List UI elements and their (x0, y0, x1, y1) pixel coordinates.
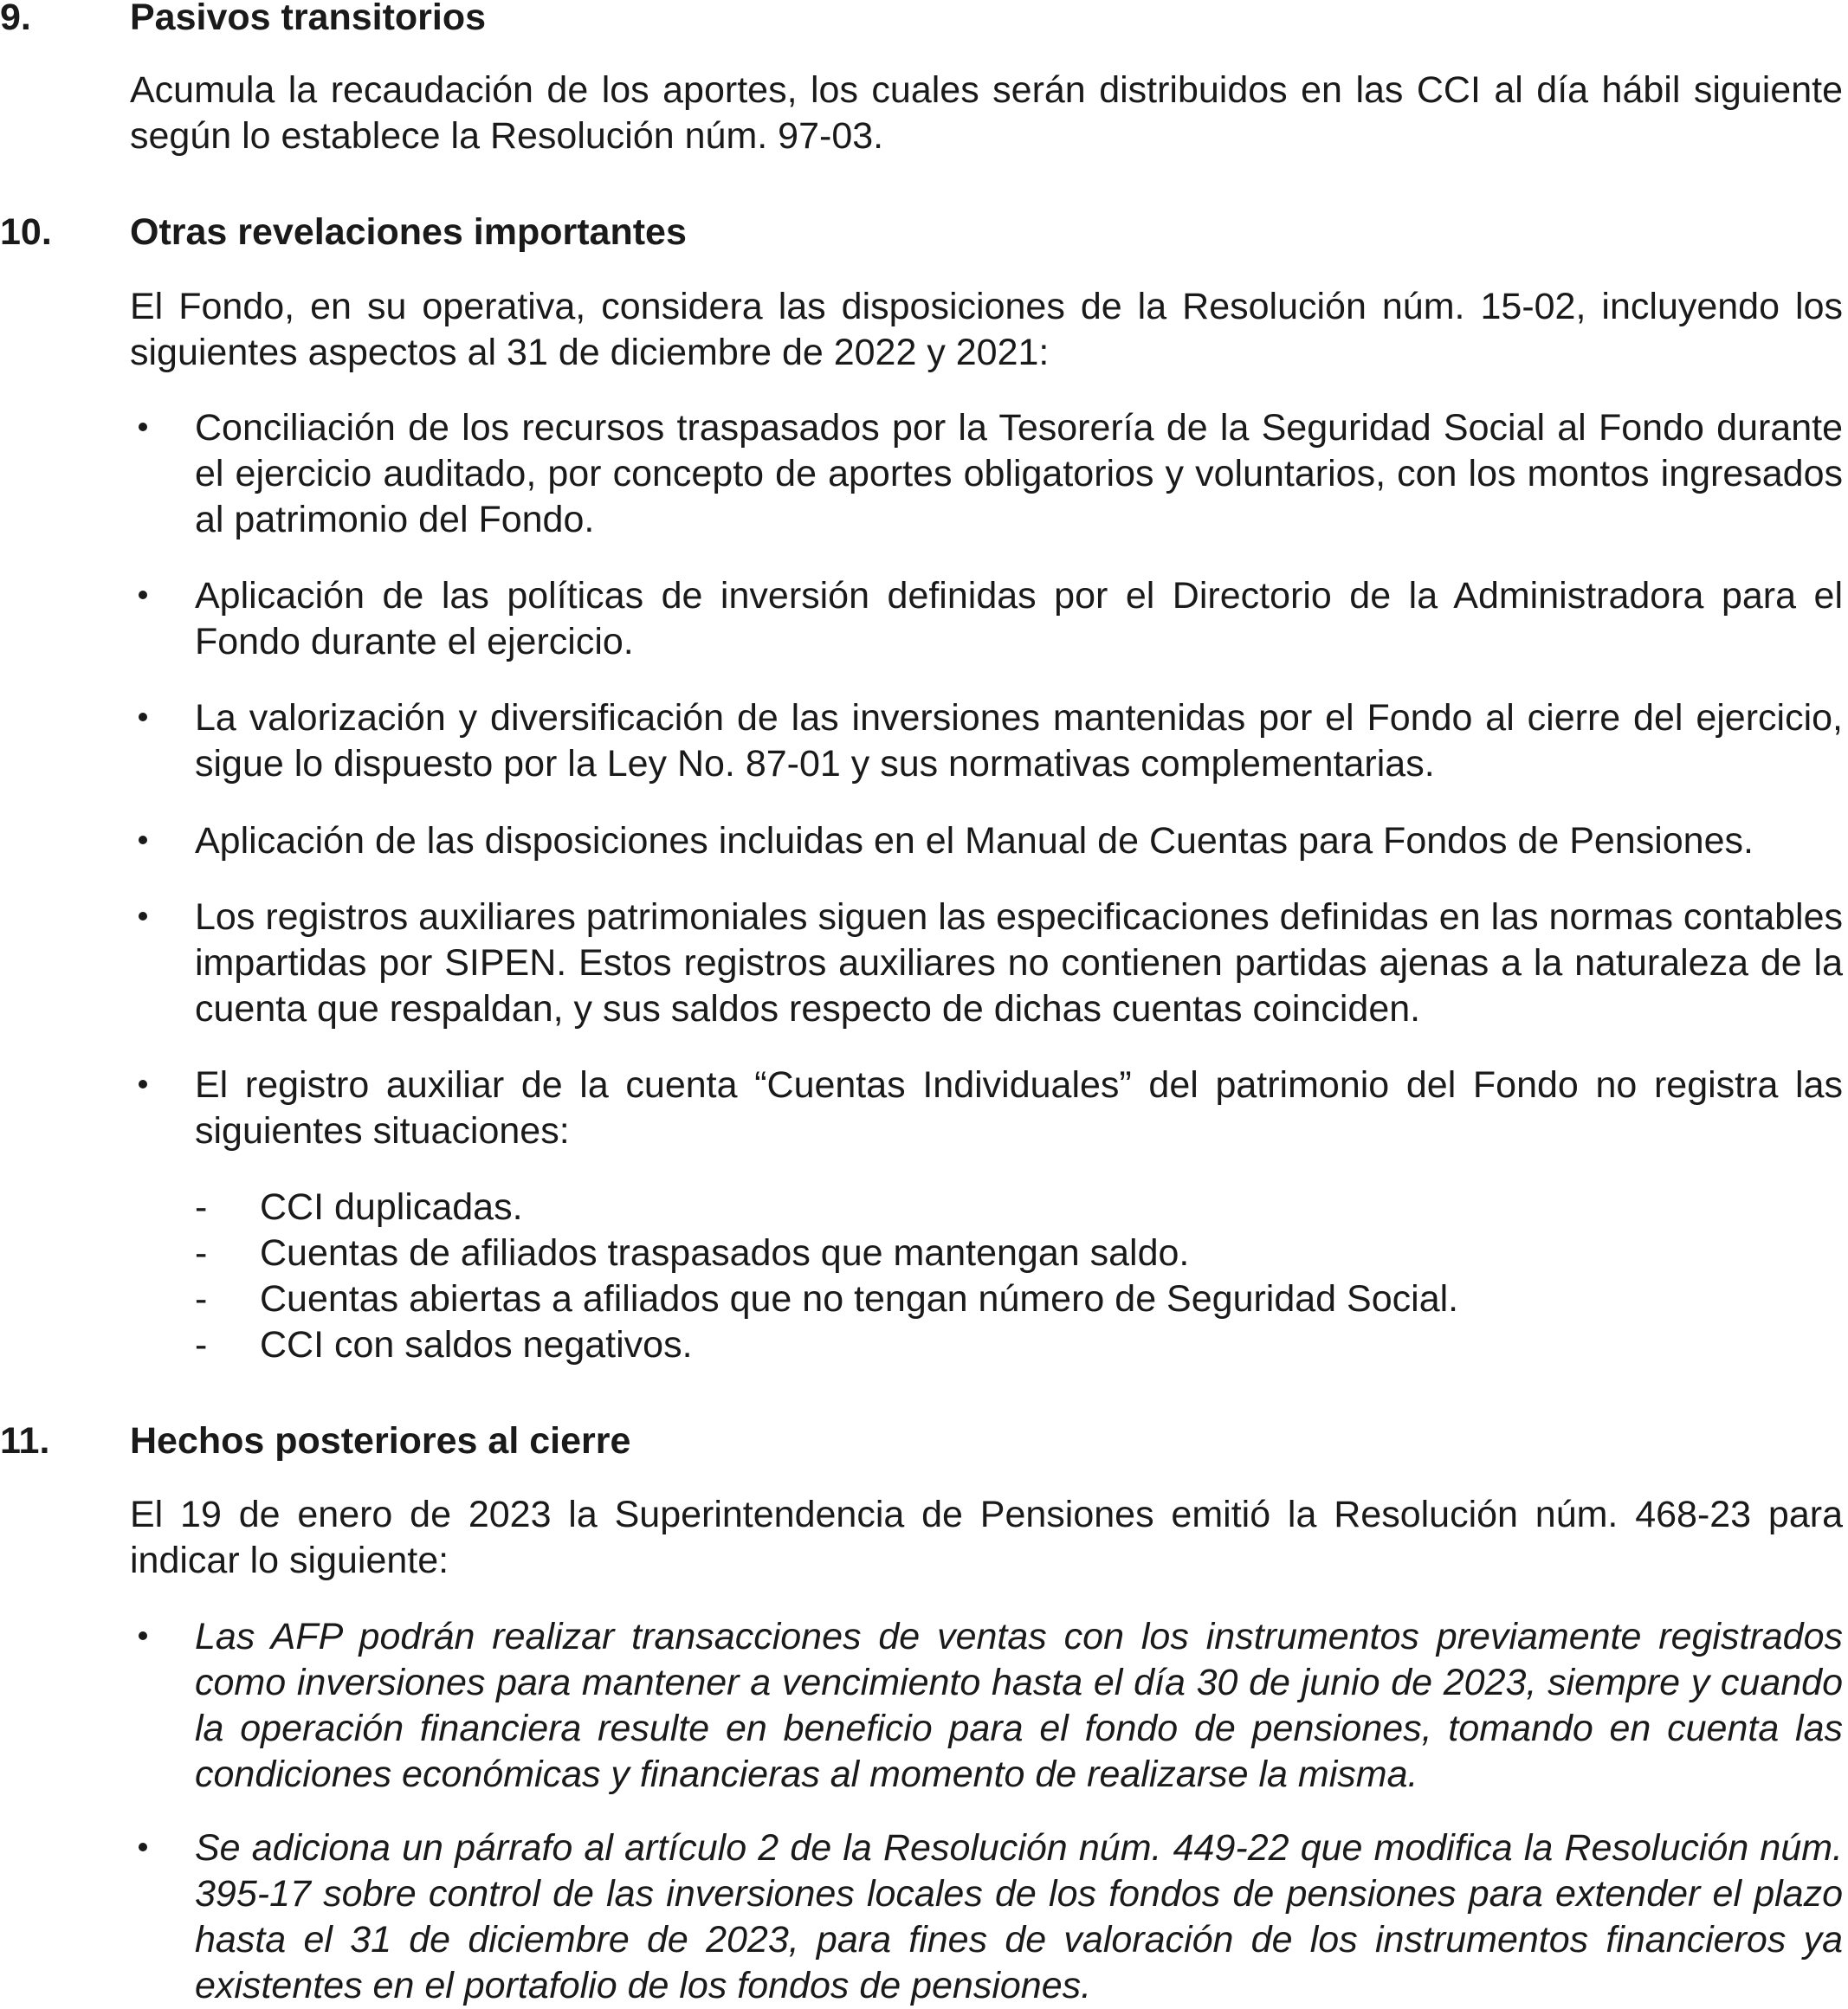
bullet-icon (139, 1080, 147, 1088)
bullet-icon (139, 1843, 147, 1851)
list-item-text: El registro auxiliar de la cuenta “Cuentas Individuales” del patrimonio del Fondo no registra las siguientes situaciones: (195, 1064, 1843, 1152)
dash-marker: - (195, 1278, 208, 1320)
section-11-paragraph: El 19 de enero de 2023 la Superintendencia de Pensiones emitió la Resolución núm. 468-23 para indicar lo siguiente: (130, 1494, 1843, 1581)
section-number: 9. (0, 0, 31, 38)
section-title: Otras revelaciones importantes (130, 211, 687, 253)
dash-marker: - (195, 1232, 208, 1274)
list-item (130, 405, 1843, 543)
list-item (130, 1825, 1843, 2009)
dash-marker: - (195, 1324, 208, 1366)
bullet-icon (139, 836, 147, 844)
bullet-icon (139, 1631, 147, 1640)
dash-list-text: CCI con saldos negativos. (260, 1324, 693, 1366)
list-item-text: Aplicación de las disposiciones incluidas en el Manual de Cuentas para Fondos de Pensiones. (195, 820, 1754, 862)
list-item (130, 1614, 1843, 1798)
dash-list-text: Cuentas de afiliados traspasados que mantengan saldo. (260, 1232, 1190, 1274)
list-item (130, 695, 1843, 787)
bullet-icon (139, 591, 147, 599)
list-item-text: Aplicación de las políticas de inversión definidas por el Directorio de la Administradora para el Fondo durante el ejercicio. (195, 575, 1843, 662)
section-10-paragraph: El Fondo, en su operativa, considera las disposiciones de la Resolución núm. 15-02, incluyendo los siguientes aspectos al 31 de diciembre de 2022 y 2021: (130, 286, 1843, 373)
bullet-icon (139, 912, 147, 921)
bullet-icon (139, 713, 147, 721)
list-item (130, 895, 1843, 1032)
section-9-paragraph: Acumula la recaudación de los aportes, los cuales serán distribuidos en las CCI al día hábil siguiente según lo establece la Resolución núm. 97-03. (130, 69, 1843, 157)
dash-list-text: CCI duplicadas. (260, 1186, 523, 1228)
list-item (130, 1063, 1843, 1154)
list-item (130, 573, 1843, 665)
list-item-text: Conciliación de los recursos traspasados por la Tesorería de la Seguridad Social al Fondo durante el ejercicio auditado, por concepto de aportes obligatorios y voluntarios, con los montos ingresados al patrimonio del Fondo. (195, 407, 1843, 540)
dash-list-text: Cuentas abiertas a afiliados que no tengan número de Seguridad Social. (260, 1278, 1459, 1320)
section-title: Hechos posteriores al cierre (130, 1420, 631, 1462)
list-item (130, 818, 1843, 864)
list-item-text: Se adiciona un párrafo al artículo 2 de la Resolución núm. 449-22 que modifica la Resolución núm. 395-17 sobre control de las inversiones locales de los fondos de pensiones para extender el plazo hasta el 31 de diciembre de 2023, para fines de valoración de los instrumentos financieros ya existentes en el portafolio de los fondos de pensiones. (195, 1827, 1843, 2006)
dash-marker: - (195, 1186, 208, 1228)
section-title: Pasivos transitorios (130, 0, 487, 38)
list-item-text: Los registros auxiliares patrimoniales siguen las especificaciones definidas en las normas contables impartidas por SIPEN. Estos registros auxiliares no contienen partidas ajenas a la naturaleza de la cuenta que respaldan, y sus saldos respecto de dichas cuentas coinciden. (195, 896, 1843, 1030)
list-item-text: La valorización y diversificación de las inversiones mantenidas por el Fondo al cierre del ejercicio, sigue lo dispuesto por la Ley No. 87-01 y sus normativas complementarias. (195, 697, 1843, 785)
section-number: 10. (0, 211, 52, 253)
list-item-text: Las AFP podrán realizar transacciones de ventas con los instrumentos previamente registrados como inversiones para mantener a vencimiento hasta el día 30 de junio de 2023, siempre y cuando la operación financiera resulte en beneficio para el fondo de pensiones, tomando en cuenta las condiciones económicas y financieras al momento de realizarse la misma. (195, 1616, 1843, 1795)
section-number: 11. (0, 1420, 50, 1462)
bullet-icon (139, 423, 147, 431)
